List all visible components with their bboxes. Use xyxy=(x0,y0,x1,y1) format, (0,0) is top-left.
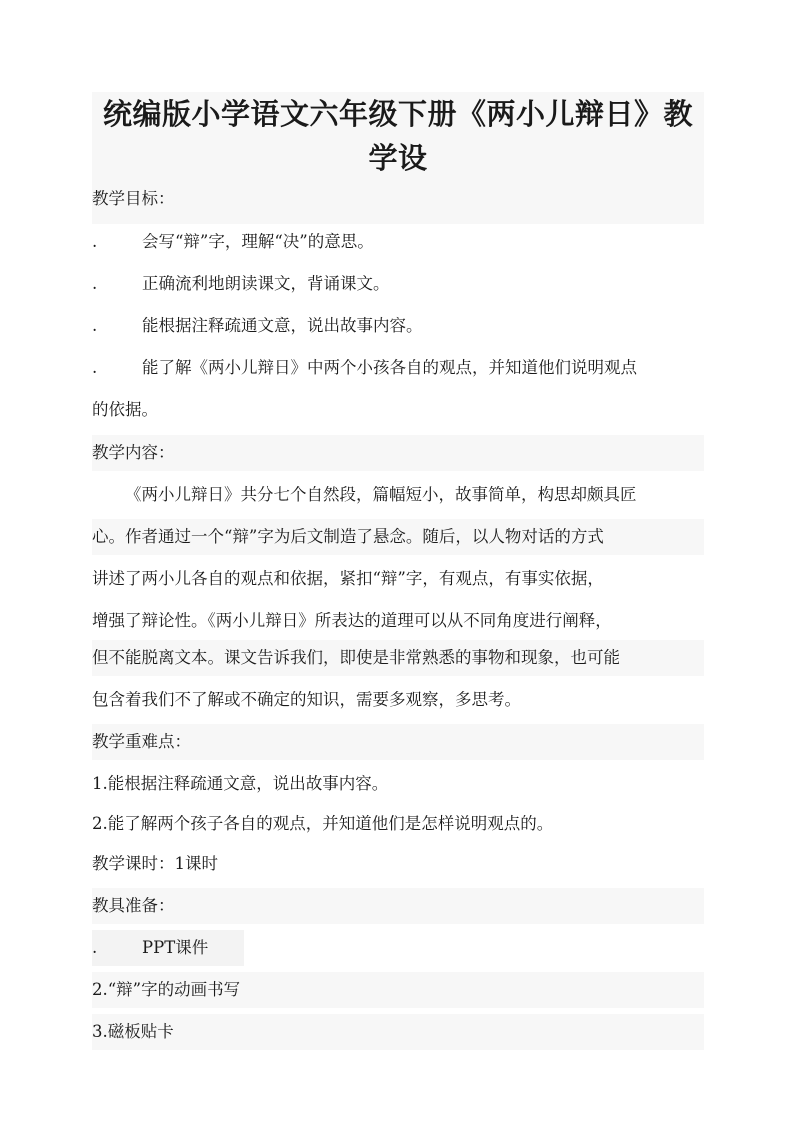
materials-heading-text: 教具准备： xyxy=(92,896,175,915)
key-points-heading xyxy=(92,724,704,760)
material-text: 3.磁板贴卡 xyxy=(92,1022,174,1041)
content-paragraph-line xyxy=(92,682,704,718)
material-item-box xyxy=(92,930,244,966)
objective-item-continued xyxy=(92,392,704,428)
list-bullet: . xyxy=(92,232,98,251)
objective-text: 正确流利地朗读课文，背诵课文。 xyxy=(142,274,390,293)
content-paragraph-line xyxy=(92,640,704,676)
objectives-heading xyxy=(92,181,704,217)
key-point-text: 2.能了解两个孩子各自的观点，并知道他们是怎样说明观点的。 xyxy=(92,814,554,833)
content-paragraph-line xyxy=(92,561,704,597)
content-text: 心。作者通过一个“辩”字为后文制造了悬念。随后，以人物对话的方式 xyxy=(92,527,604,546)
list-bullet: . xyxy=(92,274,98,293)
materials-heading xyxy=(92,888,704,924)
objective-text: 能了解《两小儿辩日》中两个小孩各自的观点，并知道他们说明观点 xyxy=(142,358,637,377)
objective-item xyxy=(92,350,704,386)
objective-item xyxy=(92,266,704,302)
class-hours-text: 教学课时：1课时 xyxy=(92,854,218,873)
key-point-item xyxy=(92,766,704,802)
key-point-text: 1.能根据注释疏通文意，说出故事内容。 xyxy=(92,774,389,793)
objective-text: 会写“辩”字，理解“决”的意思。 xyxy=(142,232,374,251)
objective-item xyxy=(92,308,704,344)
material-item xyxy=(92,1014,704,1050)
class-hours xyxy=(92,846,704,882)
material-text: 2.“辩”字的动画书写 xyxy=(92,980,241,999)
list-bullet: . xyxy=(92,358,98,377)
content-paragraph-line xyxy=(92,519,704,555)
list-bullet: . xyxy=(92,316,98,335)
content-paragraph-line xyxy=(92,477,704,513)
content-paragraph-line xyxy=(92,603,704,639)
objectives-heading-text: 教学目标： xyxy=(92,189,175,208)
content-text: 包含着我们不了解或不确定的知识，需要多观察，多思考。 xyxy=(92,690,521,709)
content-heading-text: 教学内容： xyxy=(92,443,175,462)
list-bullet: . xyxy=(92,938,98,957)
objective-item xyxy=(92,224,704,260)
title-line-1: 统编版小学语文六年级下册《两小儿辩日》教学设 xyxy=(102,97,693,175)
content-text: 但不能脱离文本。课文告诉我们，即使是非常熟悉的事物和现象，也可能 xyxy=(92,648,620,667)
material-item xyxy=(92,972,704,1008)
content-text: 增强了辩论性。《两小儿辩日》所表达的道理可以从不同角度进行阐释， xyxy=(92,611,612,630)
material-text: PPT课件 xyxy=(142,938,209,957)
content-text: 《两小儿辩日》共分七个自然段，篇幅短小，故事简单，构思却颇具匠 xyxy=(125,485,637,504)
objective-text: 的依据。 xyxy=(92,400,158,419)
objective-text: 能根据注释疏通文意，说出故事内容。 xyxy=(142,316,423,335)
material-item xyxy=(92,930,704,966)
key-point-item xyxy=(92,806,704,842)
key-points-heading-text: 教学重难点： xyxy=(92,732,191,751)
content-text: 讲述了两小儿各自的观点和依据，紧扣“辩”字，有观点，有事实依据， xyxy=(92,569,604,588)
content-heading xyxy=(92,435,704,471)
